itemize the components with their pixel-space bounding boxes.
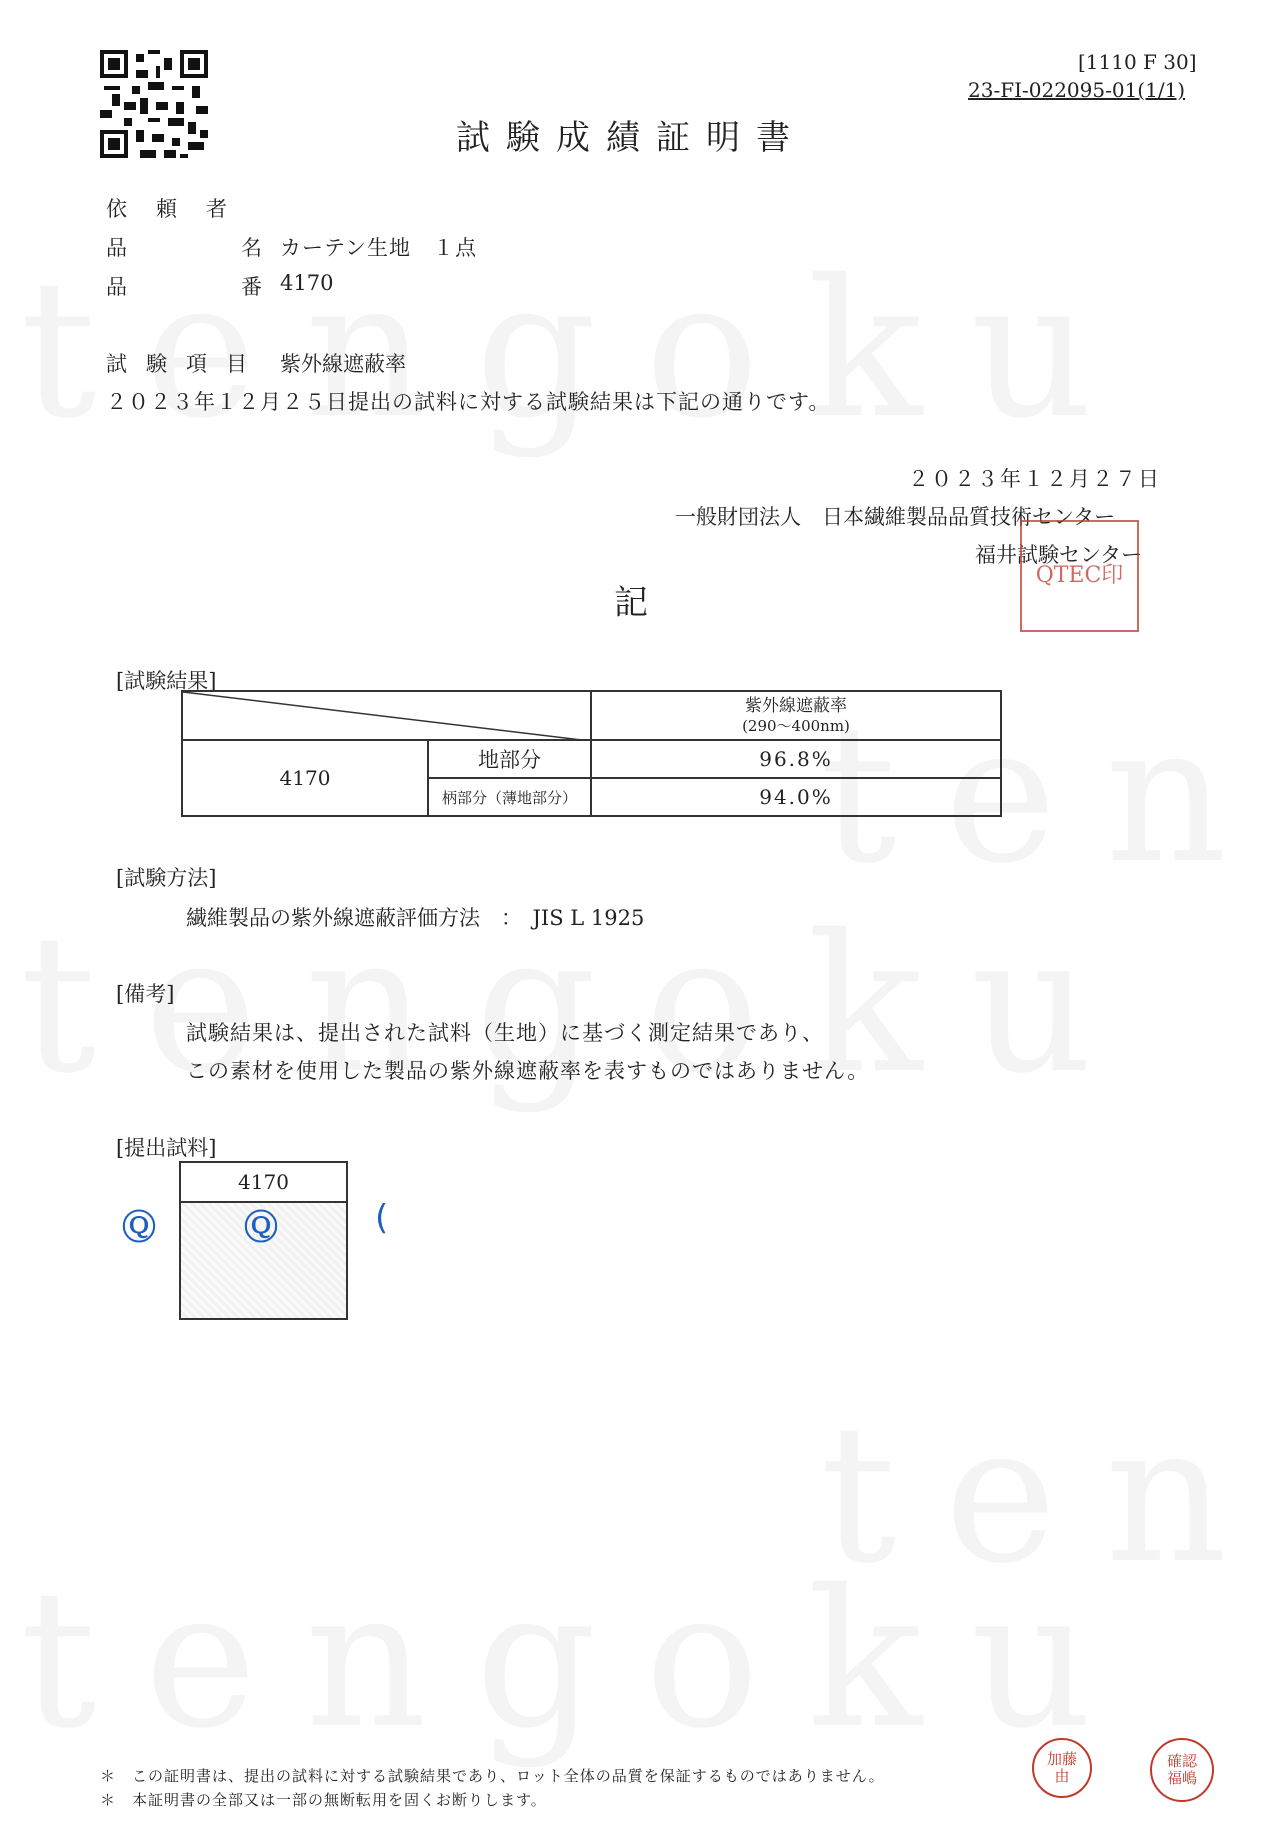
results-header-blank [182, 691, 591, 740]
organization-seal: QTEC印 [1020, 520, 1139, 632]
approver-seal: 確認福嶋 [1150, 1738, 1214, 1802]
sample-id-cell: 4170 [182, 740, 428, 816]
test-item-label: 試験項目 [106, 352, 266, 376]
document-code: [1110 F 30] [1078, 50, 1197, 74]
part-cell: 地部分 [428, 740, 591, 778]
issuer-organization: 一般財団法人 日本繊維製品品質技術センター [675, 505, 1116, 529]
clip-mark-icon: Ⓠ [122, 1208, 156, 1248]
sample-section-label: [提出試料] [116, 1136, 217, 1160]
results-column-header [591, 691, 1001, 740]
inspector-seal: 加藤由 [1032, 1738, 1092, 1798]
results-table [181, 690, 1002, 817]
value-cell: 94.0% [591, 778, 1001, 816]
qr-code [100, 50, 208, 158]
results-section-label: [試験結果] [116, 669, 217, 693]
column-header-text: 紫外線遮蔽率 [745, 695, 847, 716]
footnote: ＊ 本証明書の全部又は一部の無断転用を固くお断りします。 [100, 1791, 547, 1809]
value-cell: 96.8% [591, 740, 1001, 778]
page-title: 試験成績証明書 [456, 118, 806, 158]
watermark-text [20, 1565, 1141, 1755]
remarks-line: 試験結果は、提出された試料（生地）に基づく測定結果であり、 [186, 1021, 824, 1045]
clip-mark-icon: ( [375, 1198, 389, 1238]
test-item-value: 紫外線遮蔽率 [280, 352, 406, 376]
watermark-text [820, 1400, 1280, 1590]
diagonal-line [183, 692, 590, 741]
remarks-section-label: [備考] [116, 982, 175, 1006]
method-text: 繊維製品の紫外線遮蔽評価方法 ： JIS L 1925 [186, 906, 645, 930]
requester-label: 依 頼 者 [106, 197, 231, 221]
statement-text: ２０２３年１２月２５日提出の試料に対する試験結果は下記の通りです。 [106, 390, 831, 414]
product-number-value: 4170 [280, 271, 334, 295]
sample-id: 4170 [181, 1163, 346, 1203]
issue-date: ２０２３年１２月２７日 [908, 467, 1161, 491]
certificate-number: 23-FI-022095-01(1/1) [968, 78, 1186, 102]
footnote: ＊ この証明書は、提出の試料に対する試験結果であり、ロット全体の品質を保証するものではありません。 [100, 1767, 885, 1785]
issuer-branch: 福井試験センター [975, 543, 1143, 567]
product-number-label: 品 番 [106, 275, 264, 299]
product-label: 品 名 [106, 236, 264, 260]
clip-mark-icon: Ⓠ [244, 1208, 278, 1248]
column-subheader-text: (290～400nm) [742, 716, 850, 735]
part-cell: 柄部分（薄地部分） [428, 778, 591, 816]
ki-heading: 記 [614, 583, 648, 623]
remarks-line: この素材を使用した製品の紫外線遮蔽率を表すものではありません。 [186, 1059, 870, 1083]
method-section-label: [試験方法] [116, 866, 217, 890]
product-name-value: カーテン生地 １点 [280, 236, 477, 260]
